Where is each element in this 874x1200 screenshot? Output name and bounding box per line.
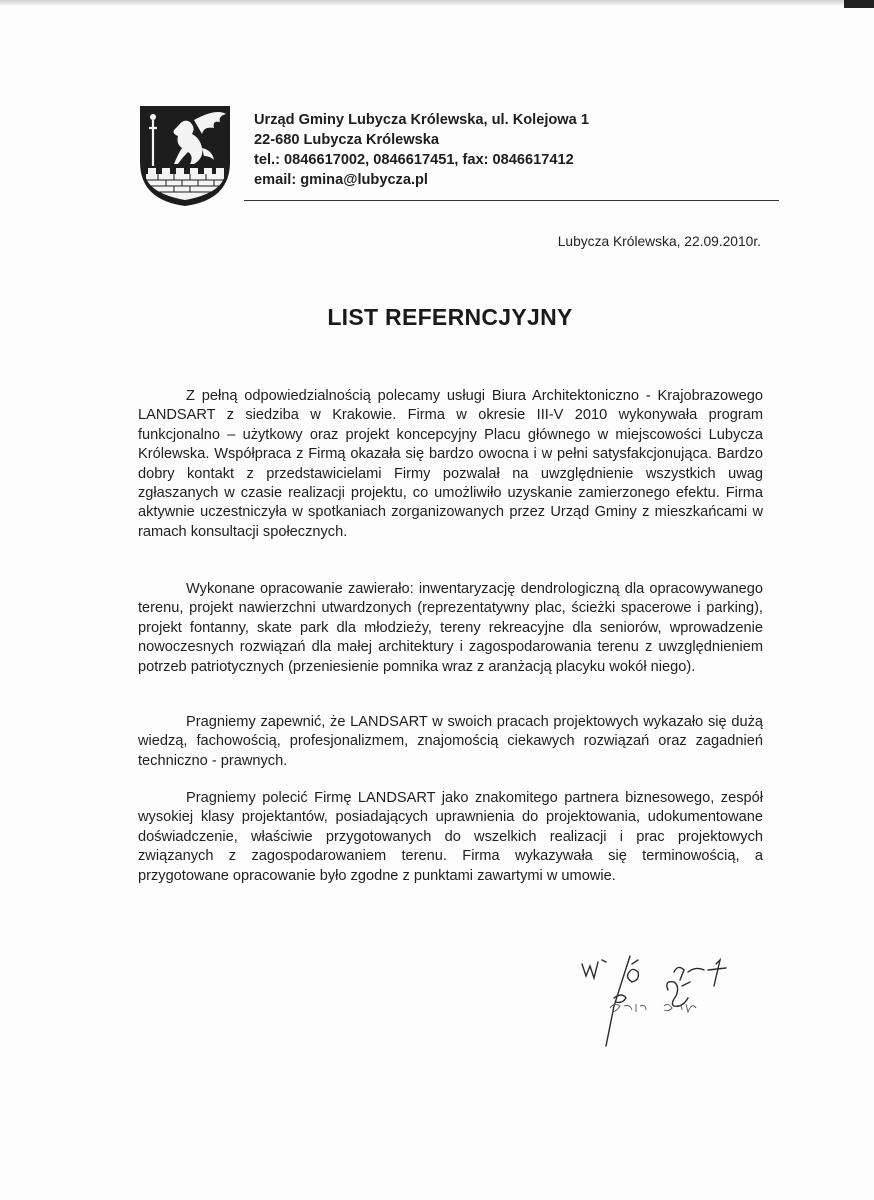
paragraph-text: Wykonane opracowanie zawierało: inwentaryzację dendrologiczną dla opracowywanego terenu, projekt nawierzchni utwardzonych (reprezentatywny plac, ścieżki spacerowe i parking), projekt fontanny, skate park dla młodzieży, tereny rekreacyjne dla seniorów, wprowadzenie nowoczesnych rozwiązań dla małej architektury i zagospodarowania terenu z uwzględnieniem potrzeb patriotycznych (przeniesienie pomnika wraz z aranżacją placyku wokół niego). <box>138 581 763 675</box>
letterhead-email: email: gmina@lubycza.pl <box>254 172 428 188</box>
paragraph-2 <box>138 580 763 677</box>
coat-of-arms-icon <box>138 104 232 208</box>
paragraph-1 <box>138 387 763 542</box>
letterhead-postal: 22-680 Lubycza Królewska <box>254 132 439 148</box>
paragraph-text: Pragniemy polecić Firmę LANDSART jako znakomitego partnera biznesowego, zespół wysokiej klasy projektantów, posiadających uprawnienia do projektowania, udokumentowane doświadczenie, właściwie przygotowanych do wszelkich realizacji i prac projektowych związanych z zagospodarowaniem terenu. Firma wykazywała się terminowością, a przygotowane opracowanie było zgodne z punktami zawartymi w umowie. <box>138 790 763 884</box>
paragraph-text: Pragniemy zapewnić, że LANDSART w swoich pracach projektowych wykazało się dużą wiedzą, fachowością, profesjonalizmem, znajomością ciekawych rozwiązań oraz zagadnień techniczno - prawnych. <box>138 714 763 769</box>
scan-corner-mark <box>844 0 874 8</box>
letterhead-address: Urząd Gminy Lubycza Królewska, ul. Kolejowa 1 <box>254 112 589 128</box>
document-title: LIST REFERNCJYJNY <box>327 304 573 330</box>
paragraph-4 <box>138 789 763 886</box>
scan-edge <box>0 0 874 6</box>
paragraph-text: Z pełną odpowiedzialnością polecamy usługi Biura Architektoniczno - Krajobrazowego LANDSART z siedziba w Krakowie. Firma w okresie III-V 2010 wykonywała program funkcjonalno – użytkowy oraz projekt koncepcyjny Placu głównego w miejscowości Lubycza Królewska. Współpraca z Firmą okazała się bardzo owocna i w pełni satysfakcjonująca. Bardzo dobry kontakt z przedstawicielami Firmy pozwalał na uwzględnienie wszystkich uwag zgłaszanych w czasie realizacji projektu, co umożliwiło uzyskanie zamierzonego efektu. Firma aktywnie uczestniczyła w spotkaniach zorganizowanych przez Urząd Gminy z mieszkańcami w ramach konsultacji społecznych. <box>138 388 763 540</box>
letterhead-phone: tel.: 0846617002, 0846617451, fax: 0846617412 <box>254 152 574 168</box>
paragraph-3 <box>138 713 763 771</box>
date-line: Lubycza Królewska, 22.09.2010r. <box>557 234 761 249</box>
letterhead <box>254 110 694 190</box>
letterhead-divider <box>244 200 779 201</box>
handwritten-signature <box>566 946 746 1056</box>
